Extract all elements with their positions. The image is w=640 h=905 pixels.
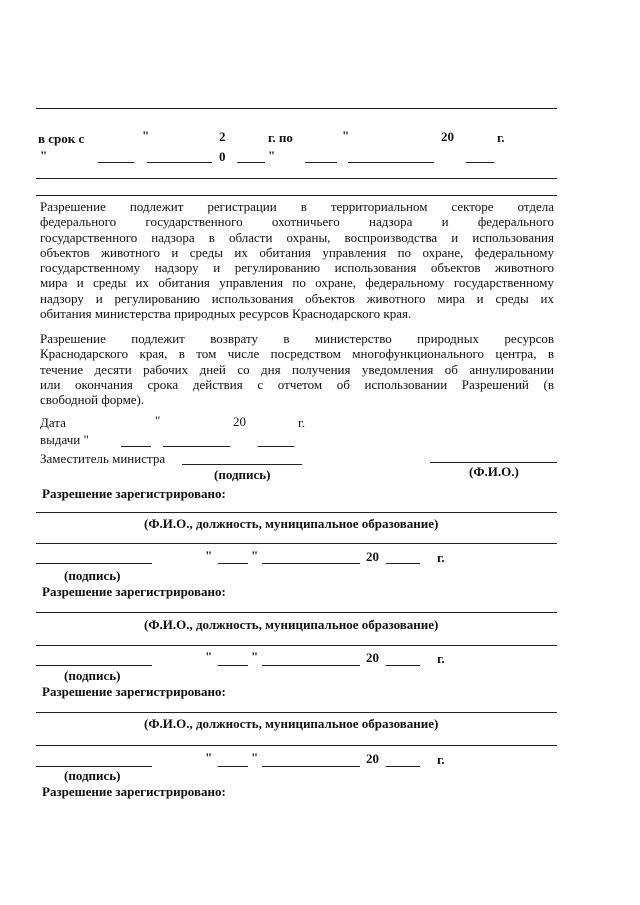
return-notice-line: или окончания срока действия с отчетом об использовании Разрешений (в [40,376,554,392]
rule-line [36,645,557,646]
fio-line [36,612,557,613]
return-notice [40,331,554,407]
date-quote-close: " [251,548,259,563]
period-blank-1 [98,162,134,163]
deputy-label: Заместитель министра [40,451,166,466]
registered-title: Разрешение зарегистрировано: [42,486,226,501]
period-blank-5 [348,162,434,163]
top-rule [36,108,557,109]
period-g: г. [497,130,505,145]
registration-notice-line: государственного надзора в области охраны, воспроизводства и использования [40,229,554,245]
month-blank [262,766,360,767]
issue-quote: " [155,413,161,428]
period-to-label: г. по [268,130,293,145]
year-blank [386,563,420,564]
date-year: 20 [366,650,379,665]
signature-line [36,766,152,767]
date-quote-close: " [251,649,259,664]
issue-blank-3 [258,446,294,447]
rule-line [36,745,557,746]
fio-line [36,512,557,513]
issue-blank-1 [121,446,151,447]
registration-notice [40,199,554,321]
date-quote-open: " [205,649,213,664]
registration-notice-line: федерального государственного охотничьего надзора и федерального [40,214,554,230]
year-blank [386,766,420,767]
fio-line [36,712,557,713]
day-blank [218,665,248,666]
registration-notice-line: обитания министерства природных ресурсов Краснодарского края. [40,306,412,322]
signature-line [36,665,152,666]
period-quote-2: " [342,128,350,143]
registration-notice-line: Разрешение подлежит регистрации в территориальном секторе отдела [40,199,554,214]
date-year: 20 [366,751,379,766]
period-year2: 20 [441,129,454,144]
month-blank [262,563,360,564]
issued-label: выдачи " [40,432,89,447]
registration-notice-line: мира и среды их обитания управления по охране, федеральному государственному [40,275,554,291]
registration-notice-line: надзору и регулированию использования объектов животного мира и среды их [40,290,554,306]
year-blank [386,665,420,666]
rule-2 [36,178,557,179]
period-quote-1: " [142,128,150,143]
date-quote-open: " [205,750,213,765]
issue-g: г. [298,415,306,430]
return-notice-line: Разрешение подлежит возврату в министерство природных ресурсов [40,331,554,346]
month-blank [262,665,360,666]
issue-blank-2 [163,446,230,447]
date-quote-open: " [205,548,213,563]
signature-caption: (подпись) [64,568,121,583]
fio-position-caption: (Ф.И.О., должность, муниципальное образование) [144,617,439,632]
registered-title: Разрешение зарегистрировано: [42,584,226,599]
return-notice-line: Краснодарского края, в том числе посредством многофункционального центра, в [40,346,554,362]
signature-line [36,563,152,564]
period-year-prefix: 2 [219,129,226,144]
date-year: 20 [366,549,379,564]
period-row2-quote: " [40,148,48,163]
date-quote-close: " [251,750,259,765]
period-row2-quote-2: " [268,148,276,163]
rule-line [36,543,557,544]
fio-position-caption: (Ф.И.О., должность, муниципальное образование) [144,516,439,531]
period-blank-4 [305,162,337,163]
registered-title-final: Разрешение зарегистрировано: [42,784,226,799]
signature-caption: (подпись) [64,768,121,783]
deputy-fio-line [430,462,557,463]
deputy-signature-caption: (подпись) [214,467,271,482]
day-blank [218,766,248,767]
date-g: г. [437,550,445,565]
signature-caption: (подпись) [64,668,121,683]
day-blank [218,563,248,564]
deputy-signature-line [182,464,302,465]
period-label: в срок с [38,131,85,146]
issue-date-label: Дата [40,415,66,430]
period-blank-6 [466,162,494,163]
period-blank-2 [147,162,212,163]
registered-title: Разрешение зарегистрировано: [42,684,226,699]
date-g: г. [437,651,445,666]
issue-year: 20 [233,414,246,429]
registration-notice-line: объектов животного и среды их обитания управления по охране, федеральному [40,244,554,260]
return-notice-line: свободной форме). [40,392,145,408]
period-blank-3 [237,162,265,163]
period-row2-zero: 0 [219,149,226,164]
registration-notice-line: государственному надзору и регулированию использования объектов животного [40,260,554,276]
deputy-fio-caption: (Ф.И.О.) [469,464,519,479]
rule-3 [36,195,557,196]
date-g: г. [437,752,445,767]
fio-position-caption: (Ф.И.О., должность, муниципальное образование) [144,716,439,731]
return-notice-line: течение десяти рабочих дней со дня получения уведомления об аннулировании [40,361,554,377]
